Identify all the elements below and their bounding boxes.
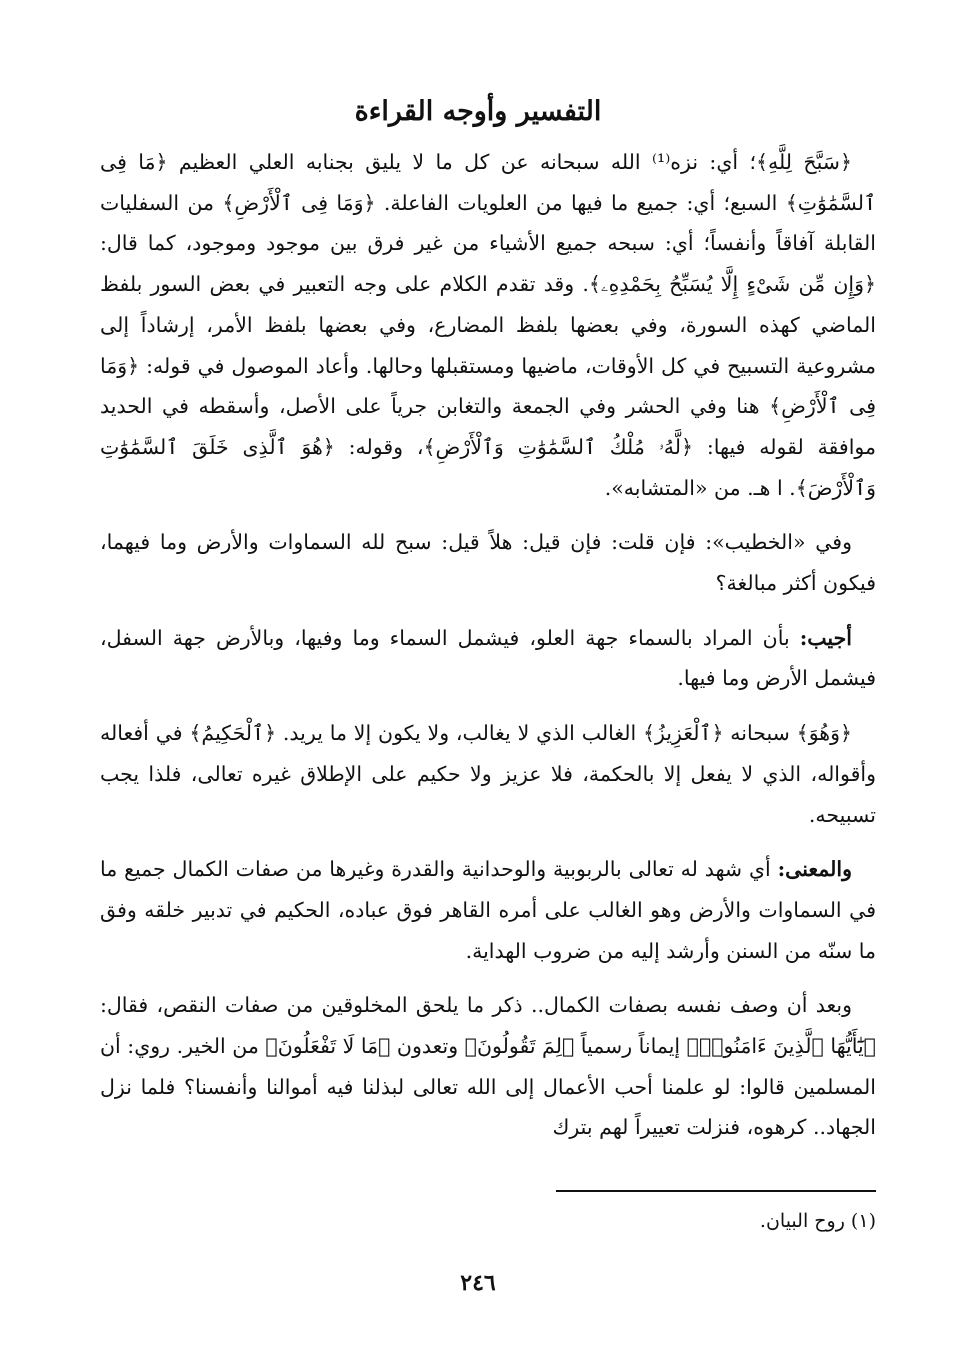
paragraph-5 <box>100 849 876 971</box>
paragraph-6 <box>100 985 876 1148</box>
paragraph-lead: أجيب: <box>799 625 852 650</box>
main-text <box>100 142 876 1162</box>
paragraph-2 <box>100 522 876 603</box>
paragraph-1 <box>100 142 876 508</box>
paragraph-lead: والمعنى: <box>777 857 852 882</box>
paragraph-text: بأن المراد بالسماء جهة العلو، فيشمل السماء وما وفيها، وبالأرض جهة السفل، فيشمل الأرض وما فيها. <box>100 625 876 691</box>
page-number: ٢٤٦ <box>460 1270 496 1296</box>
footnote: (١) روح البيان. <box>759 1210 876 1232</box>
paragraph-text: ﴿وَهُوَ﴾ سبحانه ﴿ٱلْعَزِيزُ﴾ الغالب الذي لا يغالب، ولا يكون إلا ما يريد. ﴿ٱلْحَكِيمُ﴾ في أفعاله وأقواله، الذي لا يفعل إلا بالحكمة، فلا عزيز ولا حكيم على الإطلاق غيره تعالى، فلذا يجب تسبيحه. <box>100 721 876 827</box>
paragraph-3 <box>100 618 876 699</box>
page-header-title: التفسير وأوجه القراءة <box>354 96 602 127</box>
footnote-separator <box>556 1190 876 1192</box>
paragraph-text: وفي «الخطيب»: فإن قلت: فإن قيل: هلاً قيل: سبح لله السماوات والأرض وما فيهما، فيكون أكثر مبالغة؟ <box>100 530 876 596</box>
paragraph-4 <box>100 713 876 835</box>
paragraph-text: أي شهد له تعالى بالربوبية والوحدانية والقدرة وغيرها من صفات الكمال جميع ما في السماوات والأرض وهو الغالب على أمره القاهر فوق عباده، الحكيم في تدبير خلقه وفق ما سنّه من السنن وأرشد إليه من ضروب الهداية. <box>100 857 876 963</box>
paragraph-text: ﴿سَبَّحَ لِلَّهِ﴾؛ أي: نزه⁽¹⁾ الله سبحانه عن كل ما لا يليق بجنابه العلي العظيم ﴿مَا فِى ٱلسَّمَٰوَٰتِ﴾ السبع؛ أي: جميع ما فيها من العلويات الفاعلة. ﴿وَمَا فِى ٱلْأَرْضِ﴾ من السفليات القابلة آفاقاً وأنفساً؛ أي: سبحه جميع الأشياء من غير فرق بين موجود وموجود، كما قال: ﴿وَإِن مِّن شَىْءٍ إِلَّا يُسَبِّحُ بِحَمْدِهِۦ﴾. وقد تقدم الكلام على وجه التعبير في بعض السور بلفظ الماضي كهذه السورة، وفي بعضها بلفظ المضارع، وفي بعضها بلفظ الأمر، إرشاداً إلى مشروعية التسبيح في كل الأوقات، ماضيها ومستقبلها وحالها. وأعاد الموصول في قوله: ﴿وَمَا فِى ٱلْأَرْضِ﴾ هنا وفي الحشر وفي الجمعة والتغابن جرياً على الأصل، وأسقطه في الحديد موافقة لقوله فيها: ﴿لَّهُۥ مُلْكُ ٱلسَّمَٰوَٰتِ وَٱلْأَرْضِ﴾، وقوله: ﴿هُوَ ٱلَّذِى خَلَقَ ٱلسَّمَٰوَٰتِ وَٱلْأَرْضَ﴾. ا هـ. من «المتشابه». <box>100 150 876 500</box>
paragraph-text: وبعد أن وصف نفسه بصفات الكمال.. ذكر ما يلحق المخلوقين من صفات النقص، فقال: ﴿يَٰٓأَيُّهَا ٱلَّذِينَ ءَامَنُوا۟﴾ إيماناً رسمياً ﴿لِمَ تَقُولُونَ﴾ وتعدون ﴿مَا لَا تَفْعَلُونَ﴾ من الخير. روي: أن المسلمين قالوا: لو علمنا أحب الأعمال إلى الله تعالى لبذلنا فيه أموالنا وأنفسنا؟ فلما نزل الجهاد.. كرهوه، فنزلت تعييراً لهم بترك <box>100 993 876 1140</box>
